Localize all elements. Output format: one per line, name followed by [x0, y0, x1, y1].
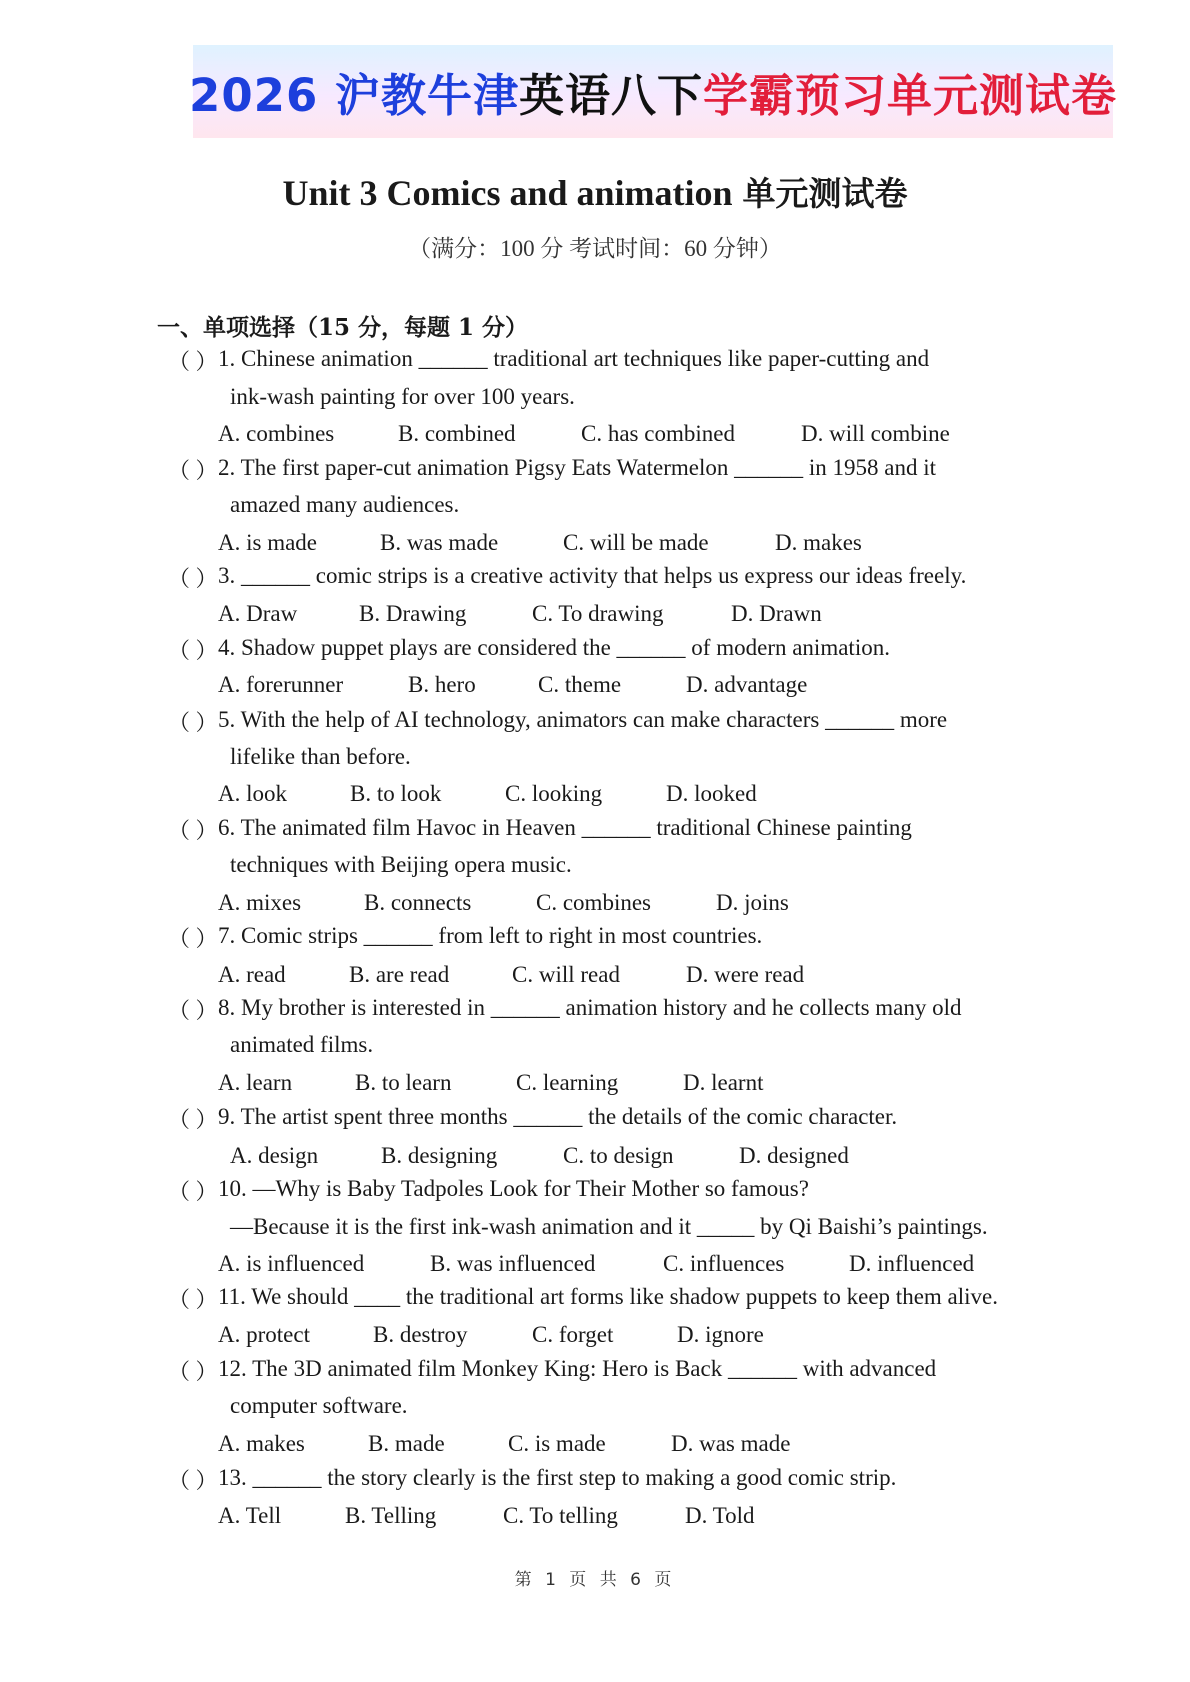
option-c[interactable]: C. to design: [563, 1143, 674, 1168]
answer-blank[interactable]: （ ）: [168, 1179, 218, 1204]
option-c[interactable]: C. will be made: [563, 530, 709, 555]
answer-blank[interactable]: （ ）: [168, 1359, 218, 1384]
option-b[interactable]: B. Drawing: [359, 601, 467, 626]
option-b[interactable]: B. are read: [349, 962, 450, 987]
question-text-cont: amazed many audiences.: [230, 492, 460, 517]
question-text-cont: computer software.: [230, 1393, 408, 1418]
header-banner: [189, 45, 1117, 138]
banner-test-name: 学霸预习单元测试卷: [702, 69, 1117, 122]
option-b[interactable]: B. connects: [364, 890, 472, 915]
question-text-cont: —Because it is the first ink-wash animation and it _____ by Qi Baishi’s paintings.: [230, 1214, 988, 1239]
question-text: 9. The artist spent three months ______ the details of the comic character.: [218, 1104, 898, 1129]
answer-blank[interactable]: （ ）: [168, 458, 218, 483]
option-d[interactable]: D. Drawn: [731, 601, 822, 626]
option-d[interactable]: D. advantage: [686, 672, 808, 697]
option-a[interactable]: A. look: [218, 781, 287, 806]
answer-blank[interactable]: （ ）: [168, 638, 218, 663]
answer-blank[interactable]: （ ）: [168, 926, 218, 951]
question-text: 4. Shadow puppet plays are considered the ______ of modern animation.: [218, 635, 890, 660]
option-d[interactable]: D. looked: [666, 781, 757, 806]
question-text-cont: ink-wash painting for over 100 years.: [230, 384, 575, 409]
answer-blank[interactable]: （ ）: [168, 349, 218, 374]
option-b[interactable]: B. was made: [380, 530, 499, 555]
option-b[interactable]: B. was influenced: [430, 1251, 596, 1276]
answer-blank[interactable]: （ ）: [168, 998, 218, 1023]
answer-blank[interactable]: （ ）: [168, 1107, 218, 1132]
page-title: [0, 168, 1190, 215]
option-b[interactable]: B. to learn: [355, 1070, 452, 1095]
option-d[interactable]: D. designed: [739, 1143, 849, 1168]
option-c[interactable]: C. theme: [538, 672, 622, 697]
question-text: 1. Chinese animation ______ traditional art techniques like paper-cutting and: [218, 346, 930, 371]
option-a[interactable]: A. learn: [218, 1070, 293, 1095]
answer-blank[interactable]: （ ）: [168, 818, 218, 843]
option-a[interactable]: A. forerunner: [218, 672, 344, 697]
option-d[interactable]: D. makes: [775, 530, 862, 555]
option-b[interactable]: B. designing: [381, 1143, 498, 1168]
option-d[interactable]: D. ignore: [677, 1322, 764, 1347]
answer-blank[interactable]: （ ）: [168, 566, 218, 591]
option-c[interactable]: C. has combined: [581, 421, 735, 446]
option-a[interactable]: A. is made: [218, 530, 318, 555]
question-text: 13. ______ the story clearly is the first step to making a good comic strip.: [218, 1465, 897, 1490]
title-english: Unit 3 Comics and animation: [282, 173, 733, 213]
option-d[interactable]: D. joins: [716, 890, 789, 915]
exam-info: （满分：100 分 考试时间：60 分钟）: [408, 236, 782, 261]
question-text: 5. With the help of AI technology, animators can make characters ______ more: [218, 707, 948, 732]
option-d[interactable]: D. learnt: [683, 1070, 764, 1095]
option-c[interactable]: C. learning: [516, 1070, 619, 1095]
question-text: 12. The 3D animated film Monkey King: Hero is Back ______ with advanced: [218, 1356, 937, 1381]
option-d[interactable]: D. were read: [686, 962, 805, 987]
option-a[interactable]: A. protect: [218, 1322, 310, 1347]
option-c[interactable]: C. combines: [536, 890, 651, 915]
option-a[interactable]: A. is influenced: [218, 1251, 365, 1276]
question-text: 7. Comic strips ______ from left to right in most countries.: [218, 923, 763, 948]
option-d[interactable]: D. influenced: [849, 1251, 975, 1276]
question-text: 11. We should ____ the traditional art forms like shadow puppets to keep them alive.: [218, 1284, 998, 1309]
option-b[interactable]: B. combined: [398, 421, 516, 446]
title-chinese: 单元测试卷: [742, 174, 908, 213]
option-d[interactable]: D. will combine: [801, 421, 950, 446]
option-c[interactable]: C. To telling: [503, 1503, 618, 1528]
answer-blank[interactable]: （ ）: [168, 1287, 218, 1312]
option-b[interactable]: B. hero: [408, 672, 476, 697]
option-a[interactable]: A. design: [230, 1143, 319, 1168]
option-c[interactable]: C. will read: [512, 962, 620, 987]
option-c[interactable]: C. looking: [505, 781, 603, 806]
option-c[interactable]: C. influences: [663, 1251, 785, 1276]
option-a[interactable]: A. Draw: [218, 601, 298, 626]
option-b[interactable]: B. to look: [350, 781, 442, 806]
question-text-cont: techniques with Beijing opera music.: [230, 852, 572, 877]
option-a[interactable]: A. read: [218, 962, 286, 987]
option-a[interactable]: A. combines: [218, 421, 335, 446]
option-c[interactable]: C. forget: [532, 1322, 614, 1347]
option-a[interactable]: A. makes: [218, 1431, 305, 1456]
banner-subject: 英语八下: [518, 69, 703, 122]
answer-blank[interactable]: （ ）: [168, 1468, 218, 1493]
page-number: 第 1 页 共 6 页: [514, 1570, 676, 1590]
option-a[interactable]: A. mixes: [218, 890, 302, 915]
option-d[interactable]: D. Told: [685, 1503, 755, 1528]
banner-year-series: 2026 沪教牛津: [189, 69, 519, 122]
question-text: 6. The animated film Havoc in Heaven ______ traditional Chinese painting: [218, 815, 912, 840]
option-b[interactable]: B. made: [368, 1431, 445, 1456]
question-text-cont: lifelike than before.: [230, 744, 411, 769]
question-text: 10. —Why is Baby Tadpoles Look for Their Mother so famous?: [218, 1176, 809, 1201]
question-text: 2. The first paper-cut animation Pigsy Eats Watermelon ______ in 1958 and it: [218, 455, 937, 480]
option-c[interactable]: C. To drawing: [532, 601, 664, 626]
option-d[interactable]: D. was made: [671, 1431, 791, 1456]
answer-blank[interactable]: （ ）: [168, 710, 218, 735]
question-text-cont: animated films.: [230, 1032, 374, 1057]
option-b[interactable]: B. destroy: [373, 1322, 468, 1347]
section-heading: 一、单项选择（15 分，每题 1 分）: [157, 314, 529, 341]
question-text: 8. My brother is interested in ______ animation history and he collects many old: [218, 995, 962, 1020]
question-text: 3. ______ comic strips is a creative activity that helps us express our ideas freely.: [218, 563, 967, 588]
option-b[interactable]: B. Telling: [345, 1503, 437, 1528]
option-c[interactable]: C. is made: [508, 1431, 606, 1456]
option-a[interactable]: A. Tell: [218, 1503, 282, 1528]
